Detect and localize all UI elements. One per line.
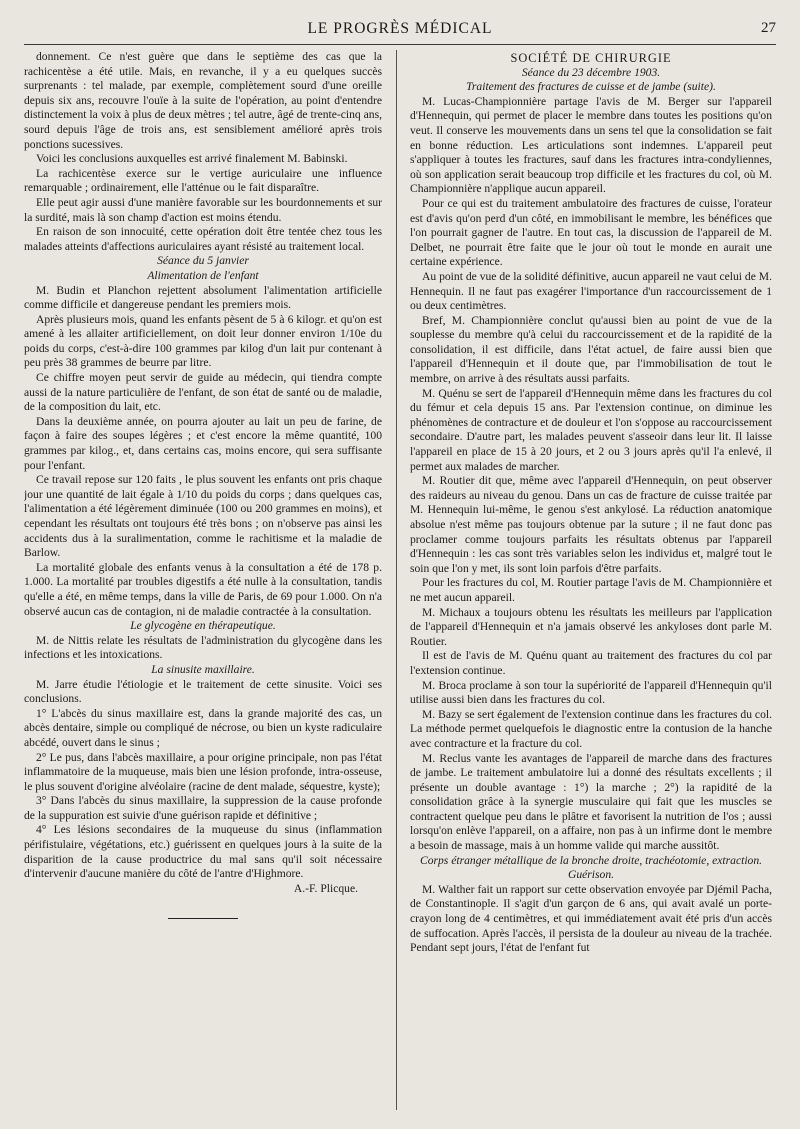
paragraph: 2° Le pus, dans l'abcès maxillaire, a pour origine principale, non pas l'état inflammatoire de la muqueuse, mais bien une lésion profonde, intra-osseuse, le plus souvent d'origine alvéolaire (racine de dent malade, séquestre, kyste); <box>24 750 382 793</box>
paragraph: En raison de son innocuité, cette opération doit être tentée chez tous les malades atteints d'affections auriculaires ayant résisté au traitement local. <box>24 225 382 253</box>
paragraph: Elle peut agir aussi d'une manière favorable sur les bourdonnements et sur la surdité, mais là son champ d'action est moins étendu. <box>24 195 382 224</box>
paragraph: M. Reclus vante les avantages de l'appareil de marche dans des fractures de jambe. Le traitement ambulatoire lui a donné des résultats excellents ; il présente un double avantage : 1°) la marche ; 2°) la rapidité de la consolidation grâce à la synergie musculaire qui fait que les muscles se contractent quelque peu dans le plâtre et favorisent la nutrition de l'os ; aussi lorsqu'on enlève l'appareil, on a affaire, non pas à un infirme dont le membre a besoin de massage, mais à un homme valide qui marche aussitôt. <box>410 751 772 853</box>
paragraph: M. Quénu se sert de l'appareil d'Hennequin même dans les fractures du col du fémur et cela depuis 15 ans. Par l'extension continue, on diminue les phénomènes de contracture et de douleur et l'on s'oppose au raccourcissement secondaire. D'autre part, les malades peuvent s'asseoir dans leur lit. Il laisse l'appareil en place de 15 à 20 jours, et 2 ou 3 jours après qu'il l'a enlevé, il permet aux malades de marcher. <box>410 386 772 473</box>
paragraph: Il est de l'avis de M. Quénu quant au traitement des fractures du col par l'extension continue. <box>410 649 772 677</box>
section-heading: Le glycogène en thérapeutique. <box>130 619 276 633</box>
paragraph: Pour ce qui est du traitement ambulatoire des fractures de cuisse, l'orateur est d'avis qu'on perd d'un côté, en immobilisant le membre, les bénéfices que l'on pourrait gagner de l'autre. En tout cas, la discussion de l'appareil de M. Delbet, ne pourrait être faite que le jour où tout le monde en aurait une certaine expérience. <box>410 196 772 269</box>
paragraph: Pour les fractures du col, M. Routier partage l'avis de M. Championnière et ne met aucun appareil. <box>410 576 772 604</box>
paragraph: M. Walther fait un rapport sur cette observation envoyée par Djémil Pacha, de Constantinople. Il s'agit d'un garçon de 6 ans, qui avait avalé un porte-crayon long de 4 centimètres, et qui immédiatement avait été pris d'un accès de suffocation. Après l'accès, il persista de la douleur au niveau de la trachée. Pendant sept jours, l'état de l'enfant fut <box>410 882 772 955</box>
paragraph: Voici les conclusions auxquelles est arrivé finalement M. Babinski. <box>36 152 348 166</box>
society-title: SOCIÉTÉ DE CHIRURGIE <box>510 51 672 65</box>
journal-title: LE PROGRÈS MÉDICAL <box>307 20 493 37</box>
paragraph: M. Michaux a toujours obtenu les résultats les meilleurs par l'application de l'appareil d'Hennequin et n'a jamais observé les ankyloses dont parle M. Routier. <box>410 605 772 648</box>
paragraph: Dans la deuxième année, on pourra ajouter au lait un peu de farine, de façon à faire des soupes légères ; et c'est encore la même quantité, 100 grammes par kilog., et, dans certains cas, moins encore, qui sera suffisante pour l'enfant. <box>24 414 382 472</box>
section-heading: Séance du 5 janvier <box>157 254 249 268</box>
paragraph: Bref, M. Championnière conclut qu'aussi bien au point de vue de la souplesse du membre qu'à celui du raccourcissement et de la rapidité de la consolidation, il est difficile, dans l'état actuel, de faire aussi bien que l'appareil d'Hennequin et il doute que, par l'immobilisation de tout le membre, on arrive à des résultats aussi parfaits. <box>410 313 772 386</box>
paragraph: La mortalité globale des enfants venus à la consultation a été de 178 p. 1.000. La mortalité par troubles digestifs a été nulle à la consultation, tandis qu'elle a été, en même temps, dans la ville de Paris, de 69 pour 1.000. On n'a observé aucun cas de contagion, ni de maladie contractée à la consultation. <box>24 560 382 618</box>
end-rule <box>168 918 238 919</box>
paragraph: Ce travail repose sur 120 faits , le plus souvent les enfants ont pris chaque jour une quantité de lait égale à 1/10 du poids du corps ; dans quelques cas, l'alimentation a été légèrement diminuée (100 ou 200 grammes en moins), et cependant les résultats ont toujours été très bons ; on n'observe pas ainsi les accidents dus à la suralimentation, comme le rachitisme et la maladie de Barlow. <box>24 473 382 560</box>
page-number: 27 <box>761 20 776 36</box>
section-heading: Séance du 23 décembre 1903. <box>521 65 661 79</box>
section-heading: Corps étranger métallique de la bronche droite, trachéotomie, extraction. Guérison. <box>419 853 763 882</box>
section-heading: La sinusite maxillaire. <box>151 662 255 676</box>
paragraph: M. Lucas-Championnière partage l'avis de M. Berger sur l'appareil d'Hennequin, qui permet de placer le membre dans toutes les positions qu'on veut. Il conserve les mouvements dans un sens tel que la consolidation se fait en bonne réduction. Les articulations sont indemnes. L'appareil peut s'appliquer à toutes les fractures, sauf dans les fractures intra-condyliennes, où son application serait beaucoup trop difficile et les fractures du col, où M. Championnière n'applique aucun appareil. <box>410 94 772 196</box>
author-signature: A.-F. Plicque. <box>293 881 358 895</box>
paragraph: La rachicentèse exerce sur le vertige auriculaire une influence remarquable ; ordinairement, elle l'atténue ou le fait disparaître. <box>24 166 382 195</box>
paragraph: Après plusieurs mois, quand les enfants pèsent de 5 à 6 kilogr. et qu'on est amené à les allaiter artificiellement, on doit leur donner environ 1/10e du poids du corps, c'est-à-dire 100 grammes par kilog d'un lait pur contenant à peu près 38 grammes de beurre par litre. <box>24 312 382 370</box>
paragraph: M. Jarre étudie l'étiologie et le traitement de cette sinusite. Voici ses conclusions. <box>24 677 382 706</box>
paragraph: M. Budin et Planchon rejettent absolument l'alimentation artificielle comme difficile et dangereuse pendant les premiers mois. <box>24 283 382 312</box>
paragraph: M. Routier dit que, même avec l'appareil d'Hennequin, on peut observer des raideurs au niveau du genou. Dans un cas de fracture de cuisse traitée par M. Hennequin lui-même, le genou s'est ankylosé. La réduction anatomique absolue n'est même pas toujours obtenue par la suture ; il ne faut donc pas proclamer comme toujours parfaits les résultats obtenus par l'appareil d'Hennequin : les cas sont très variables selon les individus et, malgré tout le soin que l'on y met, ils sont loin parfois d'être parfaits. <box>410 474 772 575</box>
section-heading: Traitement des fractures de cuisse et de jambe (suite). <box>466 80 716 94</box>
paragraph: Au point de vue de la solidité définitive, aucun appareil ne vaut celui de M. Hennequin. Il ne faut pas exagérer l'importance d'un raccourcissement de 1 ou deux centimètres. <box>410 269 772 313</box>
paragraph: M. Broca proclame à son tour la supériorité de l'appareil d'Hennequin qu'il utilise aussi bien dans les fractures du col. <box>410 678 772 707</box>
paragraph: 3° Dans l'abcès du sinus maxillaire, la suppression de la cause profonde de la suppuration est suivie d'une guérison rapide et définitive ; <box>24 794 382 822</box>
paragraph: 1° L'abcès du sinus maxillaire est, dans la grande majorité des cas, un abcès dentaire, simple ou compliqué de nécrose, ou bien un kyste radiculaire abcédé, ouvert dans le sinus ; <box>24 706 382 749</box>
right-column <box>410 50 772 1122</box>
paragraph: donnement. Ce n'est guère que dans le septième des cas que la rachicentèse a été utile. Mais, en revanche, il y a eu quelques succès surprenants : tel malade, par exemple, complètement sourd d'une oreille depuis six ans, recouvre l'ouïe à la suite de l'opération, au point d'entendre distinctement la voix à plus de deux mètres ; tel autre, âgé de trente-cinq ans, sourd depuis l'âge de trois ans, est sensiblement amélioré après trois ponctions sucessives. <box>24 50 382 151</box>
section-heading: Alimentation de l'enfant <box>147 268 259 282</box>
paragraph: M. de Nittis relate les résultats de l'administration du glycogène dans les infections et les intoxications. <box>24 633 382 662</box>
page-header <box>24 18 776 45</box>
left-column <box>24 50 382 1122</box>
column-divider <box>396 50 397 1110</box>
paragraph: M. Bazy se sert également de l'extension continue dans les fractures du col. La méthode permet quelquefois le diagnostic entre la contusion de la hanche avec contracture et la fracture du col. <box>410 707 772 750</box>
paragraph: 4° Les lésions secondaires de la muqueuse du sinus (inflammation périfistulaire, végétations, etc.) guérissent en quelques jours à la suite de la disparition de la cause productrice du mal sans qu'il soit nécessaire d'intervenir d'aucune manière du côté de l'antre d'Highmore. <box>24 823 382 881</box>
paragraph: Ce chiffre moyen peut servir de guide au médecin, qui tiendra compte aussi de la nature particulière de l'enfant, de son état de santé ou de maladie, de la composition du lait, etc. <box>24 371 382 414</box>
